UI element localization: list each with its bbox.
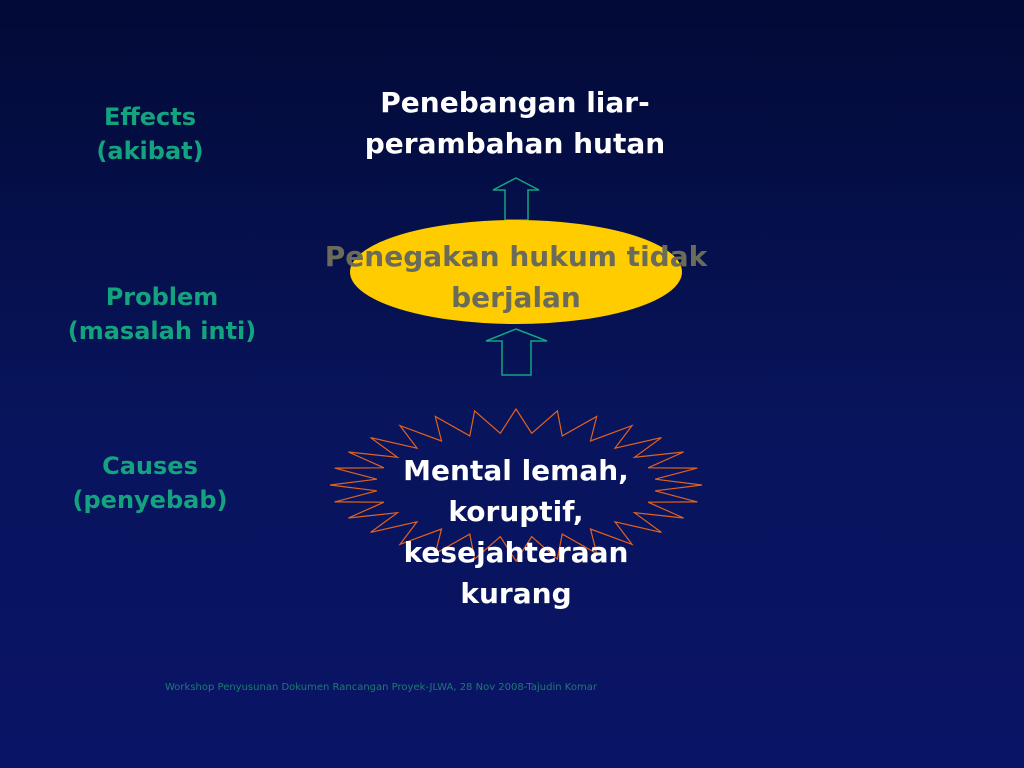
cause-node-line3: kesejahteraan [403,536,629,569]
cause-node-line2: koruptif, [448,495,584,528]
up-arrow-to-problem [486,329,547,375]
problem-node-line2: berjalan [451,281,581,314]
up-arrow-to-effect [493,178,539,220]
problem-label [62,280,262,348]
cause-node-line4: kurang [460,577,572,610]
effect-node-line1: Penebangan liar- [380,86,650,119]
problem-node-line1: Penegakan hukum tidak [324,240,708,273]
effects-label [60,100,240,168]
causes-label [60,449,240,517]
causes-label-line1: Causes [102,452,198,480]
causes-label-line2: (penyebab) [72,486,228,514]
effects-label-line1: Effects [103,103,197,131]
problem-label-line1: Problem [105,283,219,311]
problem-label-line2: (masalah inti) [67,317,257,345]
effect-node-text [340,82,690,164]
footer-text: Workshop Penyusunan Dokumen Rancangan Proyek-JLWA, 28 Nov 2008-Tajudin Komar [165,682,597,693]
problem-node-text [316,236,716,318]
cause-node-text [366,450,666,614]
effect-node-line2: perambahan hutan [364,127,666,160]
effects-label-line2: (akibat) [96,137,204,165]
cause-node-line1: Mental lemah, [403,454,629,487]
